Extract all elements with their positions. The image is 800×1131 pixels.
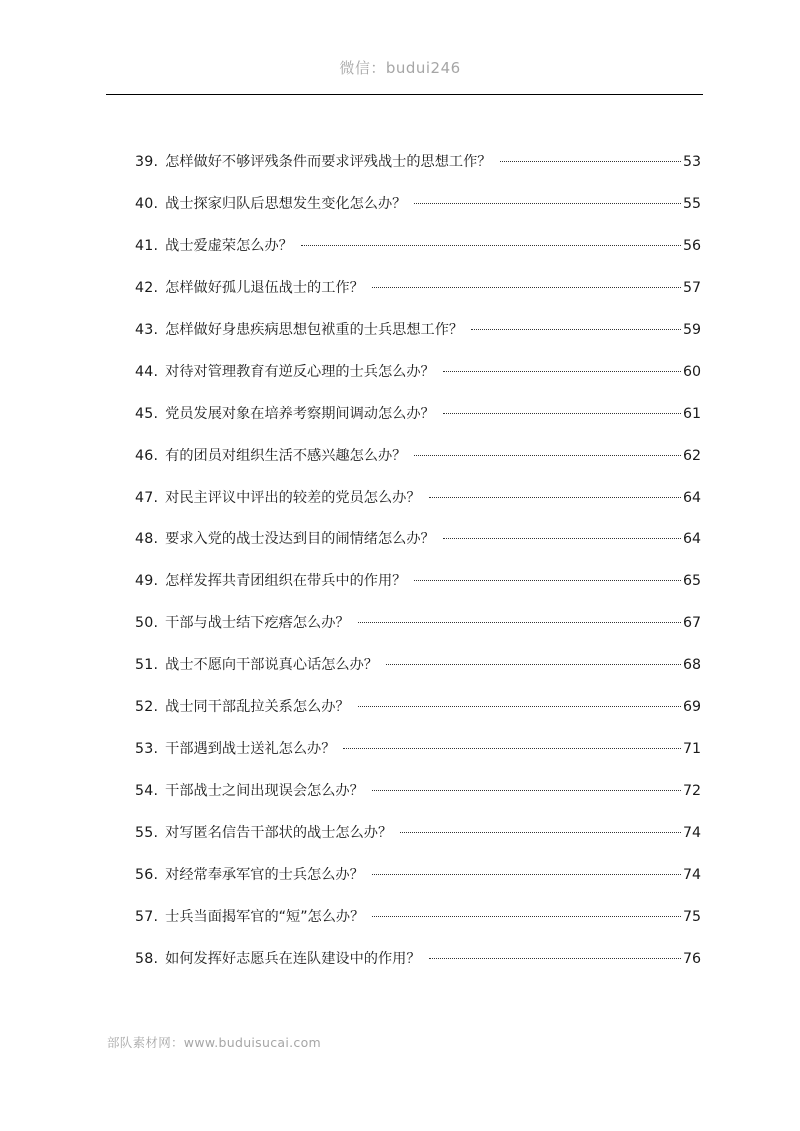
toc-entry-page-number: 53 [682, 154, 701, 170]
toc-entry-page-number: 71 [682, 741, 701, 758]
toc-dot-leader [372, 915, 681, 917]
toc-dot-leader [358, 705, 681, 707]
toc-entry-page-number: 61 [682, 405, 701, 422]
toc-entry-title: 对待对管理教育有逆反心理的士兵怎么办？ [165, 363, 435, 380]
toc-entry[interactable] [135, 360, 701, 402]
toc-entry-number: 39. [135, 154, 159, 170]
toc-entry-title: 战士不愿向干部说真心话怎么办？ [165, 657, 378, 674]
toc-dot-leader [400, 831, 681, 833]
toc-entry-title: 干部战士之间出现误会怎么办？ [165, 783, 364, 800]
toc-entry-title: 对民主评议中评出的较差的党员怎么办？ [165, 489, 421, 506]
toc-entry-title: 战士爱虚荣怎么办？ [165, 237, 293, 254]
toc-dot-leader [429, 957, 681, 959]
toc-dot-leader [471, 328, 681, 330]
toc-entry[interactable] [135, 318, 701, 360]
toc-entry-page-number: 55 [682, 195, 701, 212]
header-watermark: 微信：budui246 [339, 59, 461, 77]
toc-entry-number: 55. [135, 825, 159, 841]
toc-entry[interactable] [135, 569, 701, 611]
toc-entry-page-number: 68 [682, 657, 701, 674]
toc-entry-page-number: 60 [682, 363, 701, 380]
toc-entry[interactable] [135, 486, 701, 528]
toc-entry-title: 干部与战士结下疙瘩怎么办？ [165, 615, 350, 632]
toc-dot-leader [372, 286, 681, 288]
toc-entry-page-number: 64 [682, 531, 701, 548]
toc-entry-page-number: 62 [682, 447, 701, 464]
toc-dot-leader [414, 454, 681, 456]
header-divider [106, 94, 703, 95]
toc-entry-page-number: 72 [682, 783, 701, 800]
toc-entry-number: 46. [135, 447, 159, 464]
toc-dot-leader [343, 747, 681, 749]
toc-entry-title: 对经常奉承军官的士兵怎么办？ [165, 866, 364, 883]
toc-entry-page-number: 65 [682, 573, 701, 590]
toc-entry-title: 战士探家归队后思想发生变化怎么办？ [165, 195, 407, 212]
footer-watermark: 部队素材网：www.buduisucai.com [107, 1035, 321, 1050]
toc-dot-leader [301, 244, 681, 246]
toc-entry-page-number: 75 [682, 908, 701, 925]
toc-dot-leader [358, 621, 681, 623]
toc-entry[interactable] [135, 947, 701, 989]
toc-entry-number: 40. [135, 195, 159, 212]
toc-entry-title: 如何发挥好志愿兵在连队建设中的作用？ [165, 950, 421, 967]
toc-entry[interactable] [135, 150, 701, 192]
toc-dot-leader [414, 202, 681, 204]
toc-entry[interactable] [135, 821, 701, 863]
toc-entry[interactable] [135, 234, 701, 276]
toc-dot-leader [372, 789, 681, 791]
toc-entry[interactable] [135, 611, 701, 653]
toc-entry-title: 战士同干部乱拉关系怎么办？ [165, 699, 350, 716]
toc-entry-number: 42. [135, 279, 159, 296]
toc-entry[interactable] [135, 905, 701, 947]
toc-entry-number: 57. [135, 908, 159, 925]
toc-entry-number: 43. [135, 321, 159, 338]
toc-entry-page-number: 74 [682, 866, 701, 883]
toc-dot-leader [500, 160, 681, 162]
toc-entry-page-number: 59 [682, 321, 701, 338]
toc-entry[interactable] [135, 527, 701, 569]
toc-entry-number: 51. [135, 657, 159, 674]
toc-dot-leader [443, 370, 681, 372]
toc-entry-page-number: 57 [682, 279, 701, 296]
toc-entry-title: 怎样做好孤儿退伍战士的工作？ [165, 279, 364, 296]
toc-entry-number: 47. [135, 489, 159, 506]
toc-entry-number: 49. [135, 573, 159, 590]
toc-entry[interactable] [135, 444, 701, 486]
toc-entry-number: 44. [135, 363, 159, 380]
toc-entry-page-number: 67 [682, 615, 701, 632]
toc-entry-title: 要求入党的战士没达到目的闹情绪怎么办？ [165, 531, 435, 548]
toc-dot-leader [429, 496, 681, 498]
toc-entry[interactable] [135, 863, 701, 905]
toc-entry-title: 对写匿名信告干部状的战士怎么办？ [165, 825, 393, 841]
toc-dot-leader [414, 579, 681, 581]
toc-entry[interactable] [135, 276, 701, 318]
toc-entry-page-number: 56 [682, 237, 701, 254]
toc-dot-leader [443, 412, 681, 414]
toc-entry-page-number: 64 [682, 489, 701, 506]
toc-entry[interactable] [135, 695, 701, 737]
toc-entry-page-number: 74 [682, 825, 701, 841]
toc-entry-number: 58. [135, 950, 159, 967]
toc-entry[interactable] [135, 402, 701, 444]
toc-entry-title: 有的团员对组织生活不感兴趣怎么办？ [165, 447, 407, 464]
toc-entry-title: 干部遇到战士送礼怎么办？ [165, 741, 336, 758]
toc-dot-leader [386, 663, 681, 665]
table-of-contents [135, 150, 701, 989]
toc-entry[interactable] [135, 192, 701, 234]
toc-entry-number: 54. [135, 783, 159, 800]
toc-entry-page-number: 76 [682, 950, 701, 967]
toc-entry-page-number: 69 [682, 699, 701, 716]
toc-dot-leader [443, 537, 681, 539]
toc-entry-number: 52. [135, 699, 159, 716]
toc-entry[interactable] [135, 653, 701, 695]
toc-entry[interactable] [135, 779, 701, 821]
toc-entry-number: 53. [135, 741, 159, 758]
toc-entry-number: 45. [135, 405, 159, 422]
toc-entry-number: 50. [135, 615, 159, 632]
toc-entry-title: 怎样做好不够评残条件而要求评残战士的思想工作？ [165, 154, 492, 170]
toc-entry[interactable] [135, 737, 701, 779]
toc-entry-number: 56. [135, 866, 159, 883]
toc-dot-leader [372, 873, 681, 875]
toc-entry-title: 怎样做好身患疾病思想包袱重的士兵思想工作？ [165, 321, 464, 338]
toc-entry-title: 怎样发挥共青团组织在带兵中的作用？ [165, 573, 407, 590]
toc-entry-number: 41. [135, 237, 159, 254]
toc-entry-title: 党员发展对象在培养考察期间调动怎么办？ [165, 405, 435, 422]
toc-entry-title: 士兵当面揭军官的“短”怎么办？ [165, 908, 365, 925]
toc-entry-number: 48. [135, 531, 159, 548]
